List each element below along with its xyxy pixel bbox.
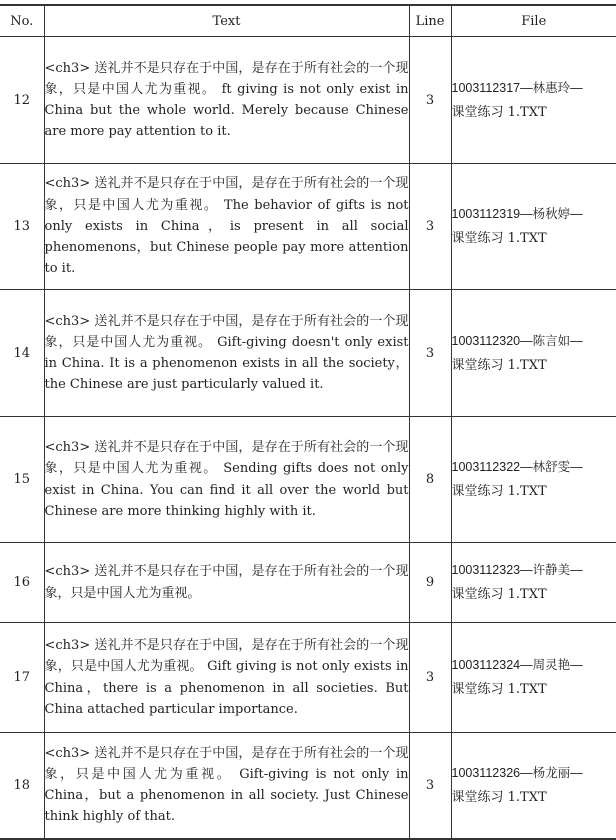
table-row	[0, 417, 616, 543]
row-number: 18	[0, 733, 44, 839]
header-row	[0, 5, 616, 37]
row-text: <ch3> 送礼并不是只存在于中国，是存在于所有社会的一个现象，只是中国人尤为重视。 Gift-giving is not only in China，but a phenomenon in all society. Just Chinese think highly of that.	[44, 733, 409, 839]
row-text: <ch3> 送礼并不是只存在于中国，是存在于所有社会的一个现象，只是中国人尤为重视。 Sending gifts does not only exist in China. You can find it all over the world but Chinese are more thinking highly with it.	[44, 417, 409, 543]
row-number: 14	[0, 290, 44, 417]
file-id: 1003112326—杨龙丽—	[451, 765, 583, 780]
file-name: 课堂练习 1.TXT	[451, 104, 547, 120]
concordance-table	[0, 4, 616, 840]
row-file	[451, 164, 616, 290]
header-file: File	[451, 5, 616, 37]
row-text: <ch3> 送礼并不是只存在于中国，是存在于所有社会的一个现象，只是中国人尤为重视。	[44, 543, 409, 623]
table-row	[0, 37, 616, 164]
row-number: 12	[0, 37, 44, 164]
table-row	[0, 543, 616, 623]
row-file	[451, 37, 616, 164]
row-text: <ch3> 送礼并不是只存在于中国，是存在于所有社会的一个现象，只是中国人尤为重视。 Gift giving is not only exists in China，there is a phenomenon in all societies. But China attached particular importance.	[44, 623, 409, 733]
header-no: No.	[0, 5, 44, 37]
row-file	[451, 417, 616, 543]
file-id: 1003112323—许静美—	[451, 563, 583, 577]
table-row	[0, 290, 616, 417]
row-line: 9	[409, 543, 451, 623]
table-row	[0, 623, 616, 733]
row-number: 17	[0, 623, 44, 733]
row-line: 3	[409, 37, 451, 164]
file-id: 1003112319—杨秋婷—	[451, 207, 583, 221]
row-line: 3	[409, 290, 451, 417]
row-number: 13	[0, 164, 44, 290]
file-name: 课堂练习 1.TXT	[451, 587, 547, 602]
file-id: 1003112320—陈言如—	[451, 333, 583, 348]
header-line: Line	[409, 5, 451, 37]
row-line: 3	[409, 623, 451, 733]
row-file	[451, 290, 616, 417]
table-header	[0, 5, 616, 37]
header-text: Text	[44, 5, 409, 37]
row-number: 15	[0, 417, 44, 543]
row-line: 8	[409, 417, 451, 543]
row-line: 3	[409, 733, 451, 839]
row-number: 16	[0, 543, 44, 623]
row-line: 3	[409, 164, 451, 290]
table-body	[0, 37, 616, 839]
file-name: 课堂练习 1.TXT	[451, 682, 547, 697]
file-id: 1003112317—林惠玲—	[451, 80, 583, 95]
row-text: <ch3> 送礼并不是只存在于中国，是存在于所有社会的一个现象，只是中国人尤为重视。 The behavior of gifts is not only exists in China，is present in all social phenomenons，but Chinese people pay more attention to it.	[44, 164, 409, 290]
row-file	[451, 623, 616, 733]
row-file	[451, 543, 616, 623]
file-name: 课堂练习 1.TXT	[451, 484, 547, 499]
row-text: <ch3> 送礼并不是只存在于中国，是存在于所有社会的一个现象，只是中国人尤为重视。 Gift-giving doesn't only exist in China. It is a phenomenon exists in all the society，the Chinese are just particularly valued it.	[44, 290, 409, 417]
file-id: 1003112322—林舒雯—	[451, 460, 583, 474]
file-name: 课堂练习 1.TXT	[451, 231, 547, 246]
row-text: <ch3> 送礼并不是只存在于中国，是存在于所有社会的一个现象，只是中国人尤为重视。 ft giving is not only exist in China but the whole world. Merely because Chinese are more pay attention to it.	[44, 37, 409, 164]
table-row	[0, 164, 616, 290]
file-id: 1003112324—周灵艳—	[451, 658, 583, 672]
file-name: 课堂练习 1.TXT	[451, 357, 547, 373]
file-name: 课堂练习 1.TXT	[451, 789, 547, 805]
